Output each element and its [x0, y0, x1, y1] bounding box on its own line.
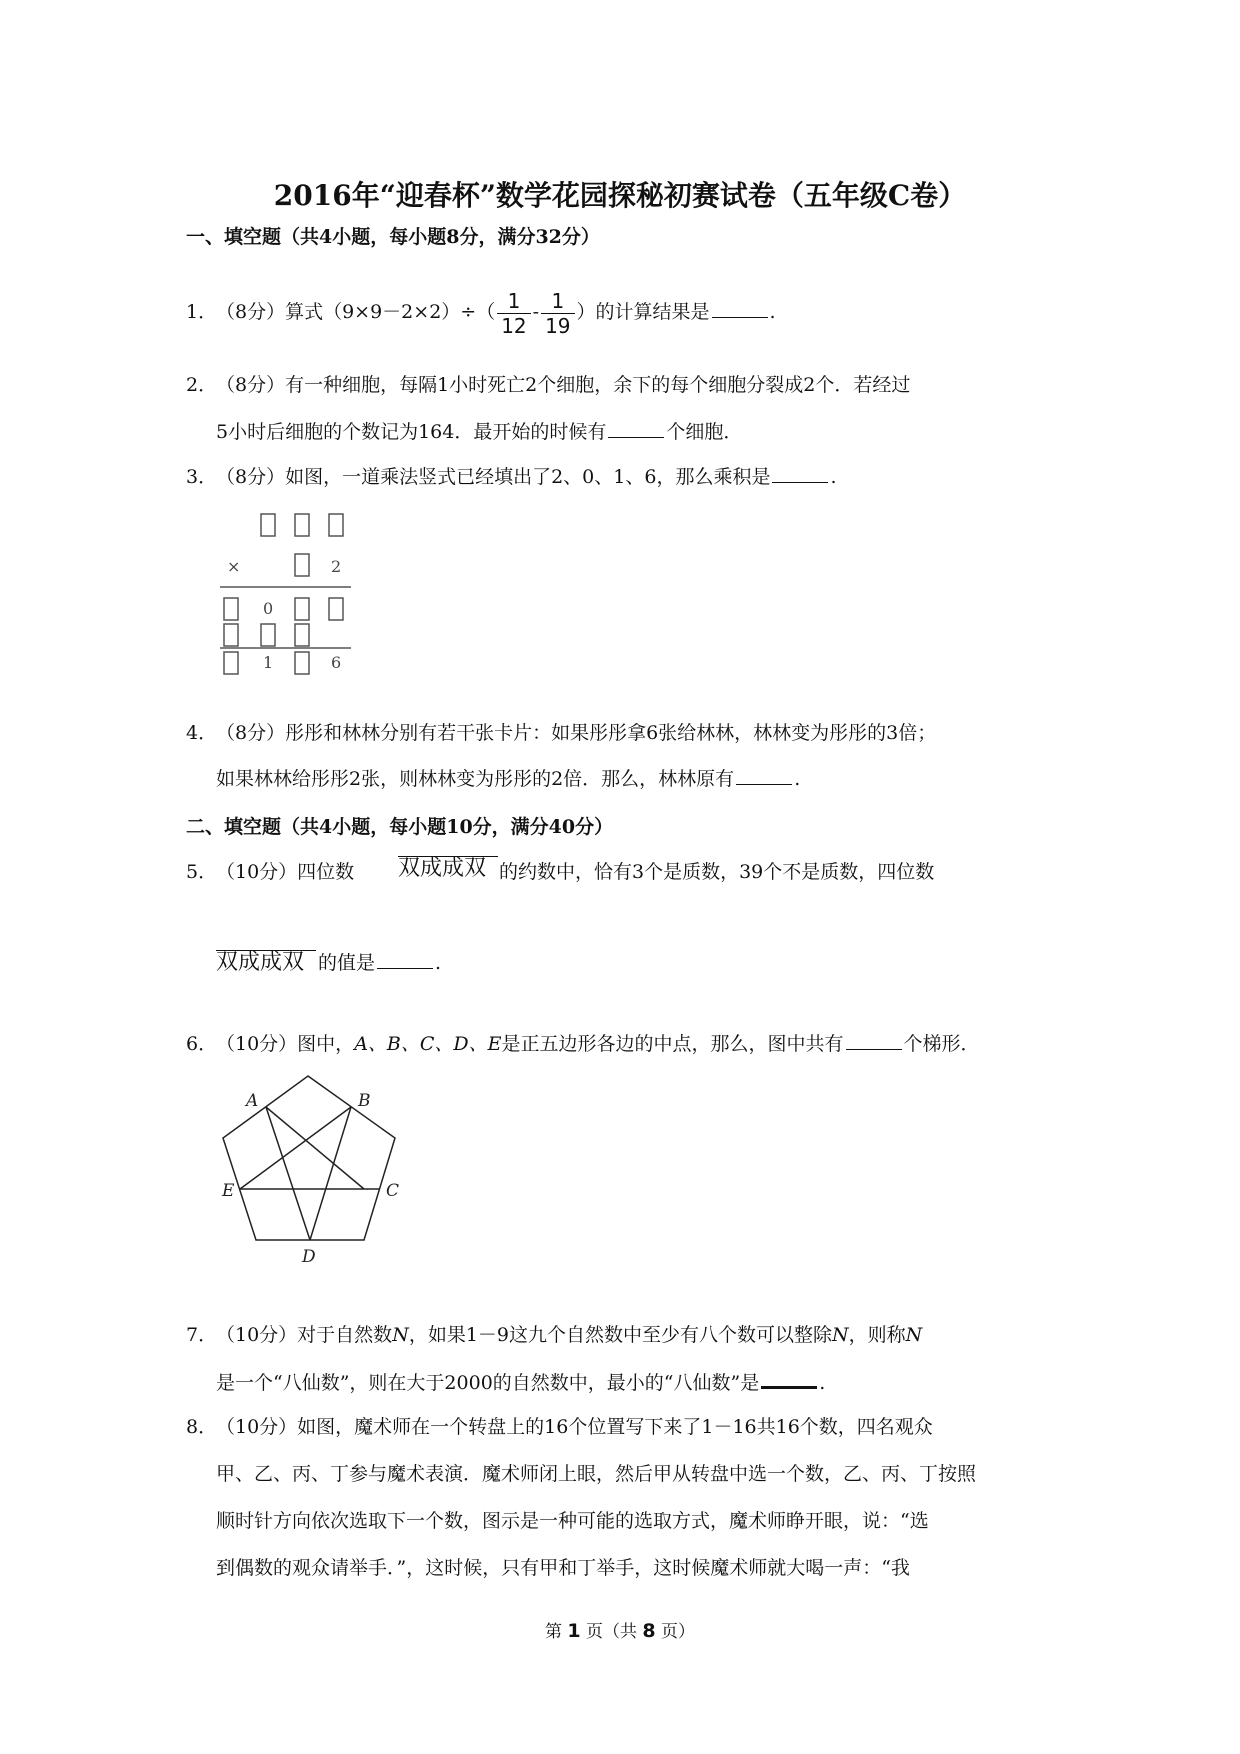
q3-text: （8分）如图，一道乘法竖式已经填出了2、0、1、6，那么乘积是 [216, 466, 771, 488]
period: . [819, 1372, 826, 1394]
fraction-numerator: 1 [497, 289, 530, 314]
q5-text-pre: （10分）四位数 [216, 861, 355, 883]
q1-text-pre: （8分）算式（9×9－2×2）÷（ [216, 301, 496, 323]
question-8-line-2: 甲、乙、丙、丁参与魔术表演．魔术师闭上眼，然后甲从转盘中选一个数，乙、丙、丁按照 [216, 1463, 977, 1485]
q7-text-mid2: ，则称 [848, 1324, 906, 1346]
answer-blank[interactable] [761, 1366, 817, 1389]
question-1 [216, 282, 776, 342]
digit-box [295, 598, 309, 620]
answer-blank[interactable] [712, 297, 768, 318]
digit-box [224, 652, 238, 674]
q6-text-mid: 是正五边形各边的中点，那么，图中共有 [501, 1033, 844, 1055]
question-number: 6． [186, 1033, 218, 1055]
q6-text-post: 个梯形． [903, 1033, 980, 1055]
question-8-line-4: 到偶数的观众请举手．”，这时候，只有甲和丁举手，这时候魔术师就大喝一声：“我 [216, 1557, 910, 1579]
question-7-line-1 [216, 1320, 922, 1350]
question-4-line-1: （8分）彤彤和林林分别有若干张卡片：如果彤彤拿6张给林林，林林变为彤彤的3倍； [216, 722, 937, 744]
question-5-line-1 [216, 857, 354, 887]
fraction-numerator: 1 [541, 289, 574, 314]
section-header-1: 一、填空题（共4小题，每小题8分，满分32分） [186, 226, 600, 248]
variable-n: N [832, 1324, 849, 1346]
question-3 [216, 462, 837, 492]
q7-text-pre: （10分）对于自然数 [216, 1324, 393, 1346]
answer-blank[interactable] [377, 948, 433, 969]
answer-blank[interactable] [736, 764, 792, 785]
overlined-word: 双成成双 [398, 856, 487, 881]
footer-text: 第 [544, 1622, 562, 1642]
overlined-word: 双成成双 [216, 950, 305, 975]
overline-group [398, 856, 498, 881]
q6-text-pre: （10分）图中， [216, 1033, 355, 1055]
question-4-line-2 [216, 764, 800, 794]
segment-ac [266, 1107, 364, 1189]
digit-box [329, 598, 343, 620]
period: . [794, 768, 801, 790]
label-b: B [358, 1091, 371, 1111]
question-2-line-1: （8分）有一种细胞，每隔1小时死亡2个细胞，余下的每个细胞分裂成2个．若经过 [216, 374, 911, 396]
q2-text: 5小时后细胞的个数记为164．最开始的时候有 [216, 421, 607, 443]
fraction-1-19 [541, 289, 574, 338]
digit-box [224, 598, 238, 620]
variable-n: N [392, 1324, 409, 1346]
digit-box [295, 652, 309, 674]
q1-text-post: ）的计算结果是 [576, 301, 710, 323]
variable-n: N [905, 1324, 923, 1346]
point-letters: A、B、C、D、E [354, 1033, 502, 1055]
question-6 [216, 1029, 980, 1059]
times-sign: × [227, 557, 241, 576]
label-d: D [302, 1247, 316, 1267]
period: . [769, 301, 776, 323]
multiplication-figure [215, 506, 355, 676]
label-c: C [386, 1181, 400, 1201]
question-number: 4． [186, 722, 218, 744]
question-8-line-1: （10分）如图，魔术师在一个转盘上的16个位置写下来了1－16共16个数，四名观众 [216, 1416, 933, 1438]
minus-sign: - [532, 301, 540, 323]
overline-group [216, 950, 316, 975]
fraction-1-12 [497, 289, 530, 338]
digit-box [224, 624, 238, 646]
period: . [435, 952, 442, 974]
pentagon-figure [210, 1068, 410, 1268]
segment-ad [266, 1107, 310, 1240]
question-number: 8． [186, 1416, 218, 1438]
page-footer [0, 1617, 1240, 1642]
digit-6: 6 [331, 653, 342, 672]
digit-box [329, 514, 343, 536]
question-5-line-2 [318, 948, 441, 978]
question-number: 2． [186, 374, 218, 396]
q7-text-mid: ，如果1－9这九个自然数中至少有八个数可以整除 [408, 1324, 832, 1346]
digit-box [261, 624, 275, 646]
overlined-number [398, 856, 498, 881]
digit-box [295, 514, 309, 536]
question-8-line-3: 顺时针方向依次选取下一个数，图示是一种可能的选取方式，魔术师睁开眼，说：“选 [216, 1510, 929, 1532]
question-number: 5． [186, 861, 218, 883]
q7-text: 是一个“八仙数”，则在大于2000的自然数中，最小的“八仙数”是 [216, 1372, 760, 1394]
period: . [830, 466, 837, 488]
question-2-line-2 [216, 417, 742, 447]
answer-blank[interactable] [846, 1029, 902, 1050]
digit-2: 2 [331, 557, 342, 576]
footer-text: 页） [661, 1622, 696, 1642]
question-5-line-1-rest: 的约数中，恰有3个是质数，39个不是质数，四位数 [499, 861, 935, 883]
answer-blank[interactable] [608, 417, 664, 438]
question-number: 3． [186, 466, 218, 488]
overlined-number-2 [216, 950, 316, 975]
digit-box [295, 624, 309, 646]
q5-text-post: 的值是 [318, 952, 376, 974]
total-pages: 8 [642, 1620, 656, 1642]
fraction-denominator: 19 [545, 313, 571, 338]
label-e: E [222, 1181, 235, 1201]
digit-0: 0 [263, 599, 274, 618]
page-title: 2016年“迎春杯”数学花园探秘初赛试卷（五年级C卷） [273, 179, 967, 212]
answer-blank[interactable] [772, 462, 828, 483]
page-number: 1 [567, 1620, 581, 1642]
fraction-denominator: 12 [501, 313, 527, 338]
q4-text: 如果林林给彤彤2张，则林林变为彤彤的2倍．那么，林林原有 [216, 768, 735, 790]
label-a: A [246, 1091, 259, 1111]
q2-text-end: 个细胞． [666, 421, 743, 443]
segment-be [240, 1107, 351, 1189]
question-7-line-2 [216, 1366, 825, 1398]
digit-1: 1 [263, 653, 274, 672]
digit-box [261, 514, 275, 536]
digit-box [295, 554, 309, 576]
question-number: 1． [186, 301, 218, 323]
footer-text: 页（共 [586, 1622, 637, 1642]
section-header-2: 二、填空题（共4小题，每小题10分，满分40分） [186, 816, 614, 838]
question-number: 7． [186, 1324, 218, 1346]
